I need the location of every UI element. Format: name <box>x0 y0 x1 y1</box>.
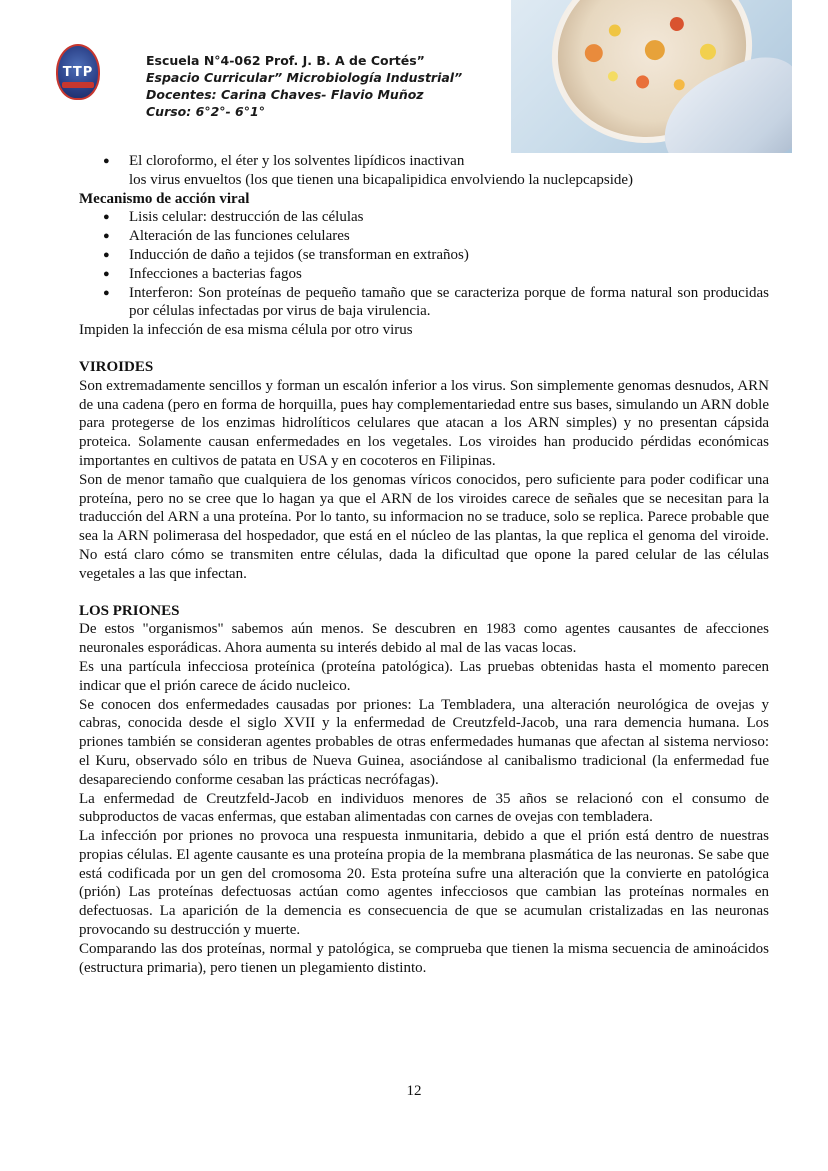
school-logo <box>56 44 100 100</box>
list-item: ● Infecciones a bacterias fagos <box>79 265 769 284</box>
paragraph: Es una partícula infecciosa proteínica (proteína patológica). Las pruebas obtenidas hasta el momento parecen indicar que el prión carece de ácido nucleico. <box>79 658 769 694</box>
subject-name: Espacio Curricular” Microbiología Industrial” <box>146 70 463 85</box>
section-heading-viroides: VIROIDES <box>79 358 154 375</box>
paragraph: La enfermedad de Creutzfeld-Jacob en individuos menores de 35 años se relacionó con el consumo de subproductos de vacas enfermas, que estaban alimentadas con carnes de ovejas con tembladera. <box>79 790 769 826</box>
petri-dish-photo <box>511 0 792 153</box>
page-number: 12 <box>406 1083 422 1099</box>
list-item: ● Interferon: Son proteínas de pequeño tamaño que se caracteriza porque de forma natural son producidas por células infectadas por virus de baja virulencia. <box>79 284 769 322</box>
list-item: ● Lisis celular: destrucción de las células <box>79 208 769 227</box>
school-name: Escuela N°4-062 Prof. J. B. A de Cortés” <box>146 53 425 68</box>
paragraph: De estos "organismos" sabemos aún menos. Se descubren en 1983 como agentes causantes de afecciones neuronales esporádicas. Ahora aumenta su interés debido al mal de las vacas locas. <box>79 621 769 657</box>
course: Curso: 6°2°- 6°1° <box>146 104 265 119</box>
list-item: ● Inducción de daño a tejidos (se transforman en extraños) <box>79 246 769 265</box>
paragraph: La infección por priones no provoca una respuesta inmunitaria, debido a que el prión está dentro de nuestras propias células. El agente causante es una proteína propia de la membrana plasmática de las neuronas. Se sabe que está codificada por un gen del cromosoma 20. Esta proteína sufre una alteración que la convierte en patológica (prión) Las proteínas defectuosas actúan como agentes infecciosos que cambian las proteínas normales en defectuosas. La aparición de la demencia es consecuencia de que se acumulan cristalizadas en las neuronas provocando su destrucción y muerte. <box>79 828 769 939</box>
logo-text: TTP <box>62 64 94 80</box>
paragraph: Son extremadamente sencillos y forman un escalón inferior a los virus. Son simplemente genomas desnudos, ARN de una cadena (pero en forma de horquilla, pues hay complementariedad entre sus bases, simulando un ARN doble para protegerse de los enzimas hidrolíticos celulares que atacan a los ARN simples) y no presentan cápsida proteica. Solamente causan enfermedades en los vegetales. Los viroides han producido pérdidas económicas importantes en cultivos de patata en USA y en cocoteros en Filipinas. <box>79 377 769 469</box>
mechanism-list <box>79 208 769 321</box>
paragraph: Se conocen dos enfermedades causadas por priones: La Tembladera, una alteración neurológica de ovejas y cabras, conocida desde el siglo XVII y la enfermedad de Creutzfeld-Jacob, una rara demencia humana. Los priones también se consideran agentes probables de otras enfermedades humanas que afectan al sistema nervioso: el Kuru, observado sólo en tribus de Nueva Guinea, asociándose al canibalismo tradicional (la enfermedad fue desapareciendo conforme cesaban las prácticas necrófagas). <box>79 696 769 788</box>
list-item-continuation: los virus envueltos (los que tienen una bicapalipidica envolviendo la nuclepcapside) <box>129 171 634 188</box>
header-text <box>146 52 462 120</box>
list-item: ● Alteración de las funciones celulares <box>79 227 769 246</box>
page-header <box>0 0 828 160</box>
teachers: Docentes: Carina Chaves- Flavio Muñoz <box>146 87 424 102</box>
page-content <box>79 152 769 977</box>
section-heading-mechanism: Mecanismo de acción viral <box>79 190 250 207</box>
paragraph: Comparando las dos proteínas, normal y patológica, se comprueba que tienen la misma secuencia de aminoácidos (estructura primaria), pero tienen un plegamiento distinto. <box>79 940 769 976</box>
section-heading-priones: LOS PRIONES <box>79 602 180 619</box>
intro-bullets <box>79 152 769 171</box>
paragraph: Son de menor tamaño que cualquiera de los genomas víricos conocidos, pero suficiente para poder codificar una proteína, pero no se cree que lo hagan ya que el ARN de los viroides carece de señales que se necesitan para la traducción del ARN a una proteína. Por lo tanto, su informacion no se traduce, solo se replica. Parece probable que sea la ARN polimerasa del hospedador, que está en el núcleo de las plantas, la que replica el genoma del viroide. No está claro cómo se transmiten entre células, dada la dificultad que opone la pared celular de las células vegetales a las que infectan. <box>79 471 769 582</box>
list-item: ● El cloroformo, el éter y los solventes lipídicos inactivan <box>79 152 769 171</box>
paragraph: Impiden la infección de esa misma célula por otro virus <box>79 322 413 339</box>
